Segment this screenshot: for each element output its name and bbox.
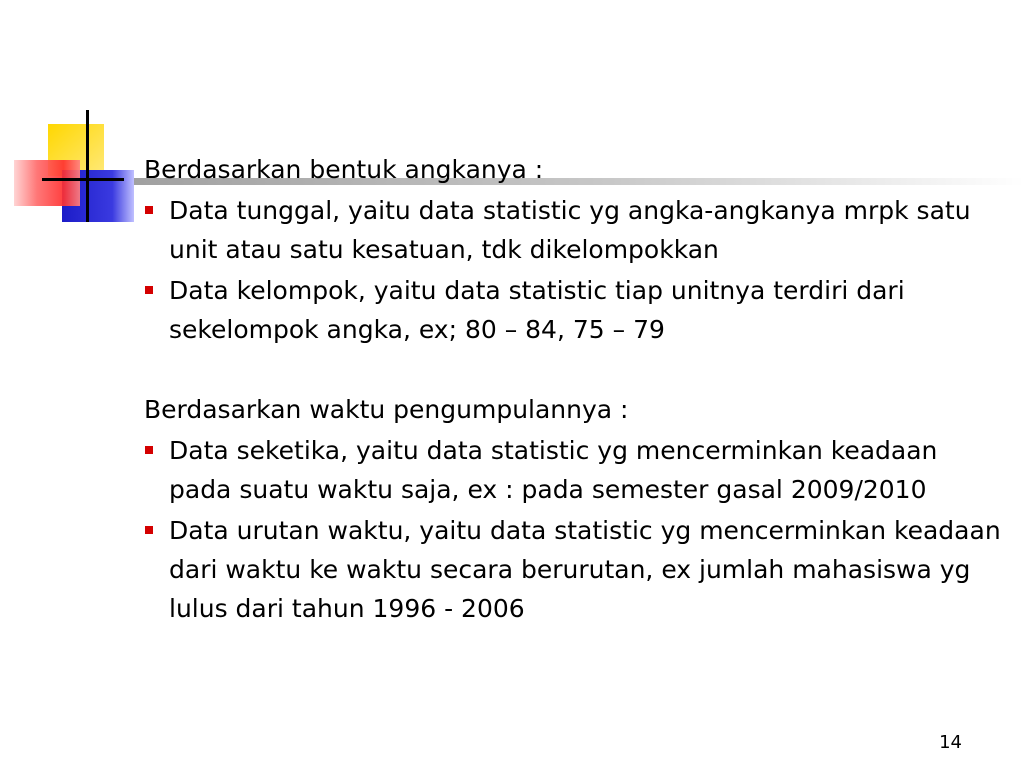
list-item (144, 511, 1004, 628)
bullet-text: Data kelompok, yaitu data statistic tiap unitnya terdiri dari sekelompok angka, ex; 80 – 84, 75 – 79 (169, 276, 905, 344)
square-bullet-icon (145, 206, 153, 214)
square-bullet-icon (145, 286, 153, 294)
section-spacer (144, 349, 1004, 390)
slide-content (144, 150, 1004, 628)
section-bentuk-angka (144, 150, 1004, 349)
bullet-list (144, 431, 1004, 628)
list-item (144, 431, 1004, 509)
red-square (14, 160, 80, 206)
section-waktu-pengumpulan (144, 390, 1004, 628)
bullet-list (144, 191, 1004, 349)
square-bullet-icon (145, 446, 153, 454)
bullet-text: Data seketika, yaitu data statistic yg mencerminkan keadaan pada suatu waktu saja, ex : pada semester gasal 2009/2010 (169, 436, 938, 504)
list-item (144, 191, 1004, 269)
page-number: 14 (939, 732, 962, 753)
list-item (144, 271, 1004, 349)
vertical-black-line (86, 110, 89, 222)
section-heading: Berdasarkan bentuk angkanya : (144, 155, 544, 184)
horizontal-black-line (42, 178, 124, 181)
square-bullet-icon (145, 526, 153, 534)
section-heading: Berdasarkan waktu pengumpulannya : (144, 395, 629, 424)
bullet-text: Data urutan waktu, yaitu data statistic yg mencerminkan keadaan dari waktu ke waktu secara berurutan, ex jumlah mahasiswa yg lulus dari tahun 1996 - 2006 (169, 516, 1001, 623)
bullet-text: Data tunggal, yaitu data statistic yg angka-angkanya mrpk satu unit atau satu kesatuan, tdk dikelompokkan (169, 196, 971, 264)
